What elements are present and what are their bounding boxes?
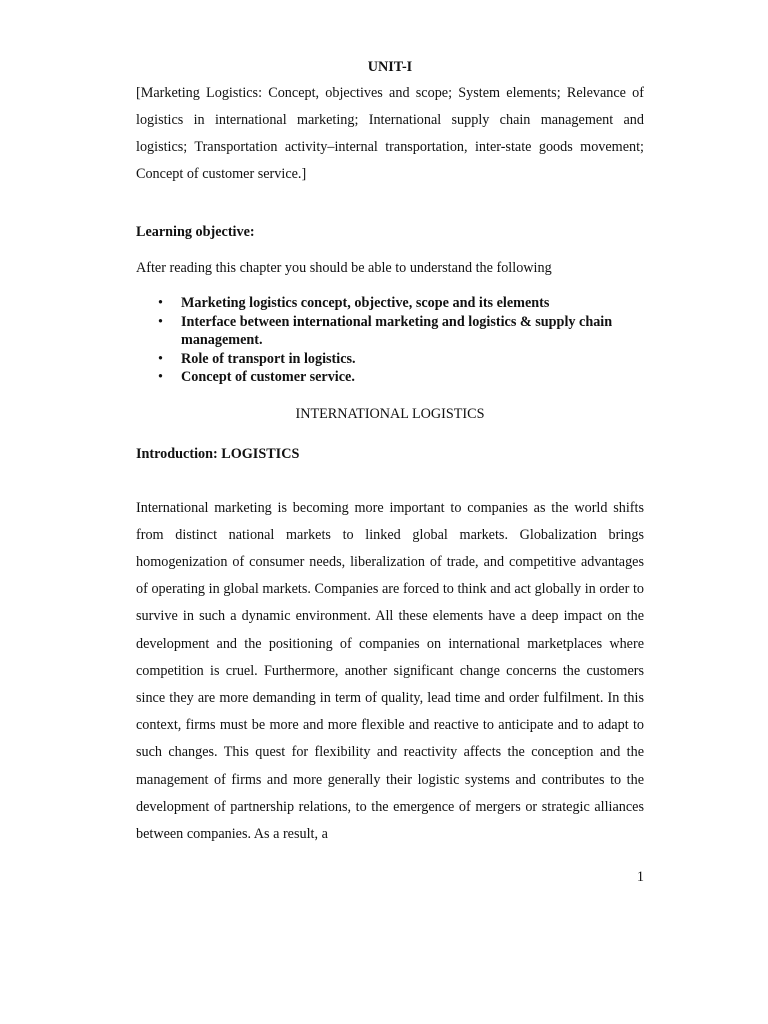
body-paragraph: International marketing is becoming more important to companies as the world shifts from distinct national markets to linked global markets. Globalization brings homogenization of consumer needs, liberalization of trade, and competitive advantages of operating in global markets. Companies are forced to think and act globally in order to survive in such a dynamic environment. All these elements have a deep impact on the development and the positioning of companies on international marketplaces where competition is cruel. Furthermore, another significant change concerns the customers since they are more demanding in term of quality, lead time and order fulfilment. In this context, firms must be more and more flexible and reactive to anticipate and to adapt to such changes. This quest for flexibility and reactivity affects the conception and the management of firms and more generally their logistic systems and contributes to the development of partnership relations, to the emergence of mergers or strategic alliances between companies. As a result, a (136, 499, 644, 842)
list-item (136, 368, 644, 387)
unit-title: UNIT-I (367, 59, 413, 75)
list-item (136, 313, 644, 350)
learning-objective-heading: Learning objective: (136, 224, 255, 240)
list-item (136, 294, 644, 313)
bullet-icon: • (158, 369, 163, 385)
list-item-text: Marketing logistics concept, objective, scope and its elements (181, 295, 550, 311)
list-item (136, 350, 644, 369)
page-number: 1 (636, 869, 644, 885)
list-item-text: Concept of customer service. (181, 369, 355, 385)
learning-objective-list (136, 294, 644, 387)
learning-objective-intro: After reading this chapter you should be able to understand the following (136, 260, 552, 276)
bullet-icon: • (158, 313, 163, 330)
bullet-icon: • (158, 350, 163, 367)
section-title: INTERNATIONAL LOGISTICS (295, 405, 485, 422)
syllabus-text: [Marketing Logistics: Concept, objectives and scope; System elements; Relevance of logistics in international marketing; International supply chain management and logistics; Transportation activity–internal transportation, inter-state goods movement; Concept of customer service.] (136, 85, 644, 182)
bullet-icon: • (158, 295, 163, 311)
page-content (136, 56, 644, 848)
introduction-heading: Introduction: LOGISTICS (136, 445, 300, 462)
list-item-text: Interface between international marketing and logistics & supply chain management. (181, 313, 613, 348)
list-item-text: Role of transport in logistics. (181, 350, 356, 367)
